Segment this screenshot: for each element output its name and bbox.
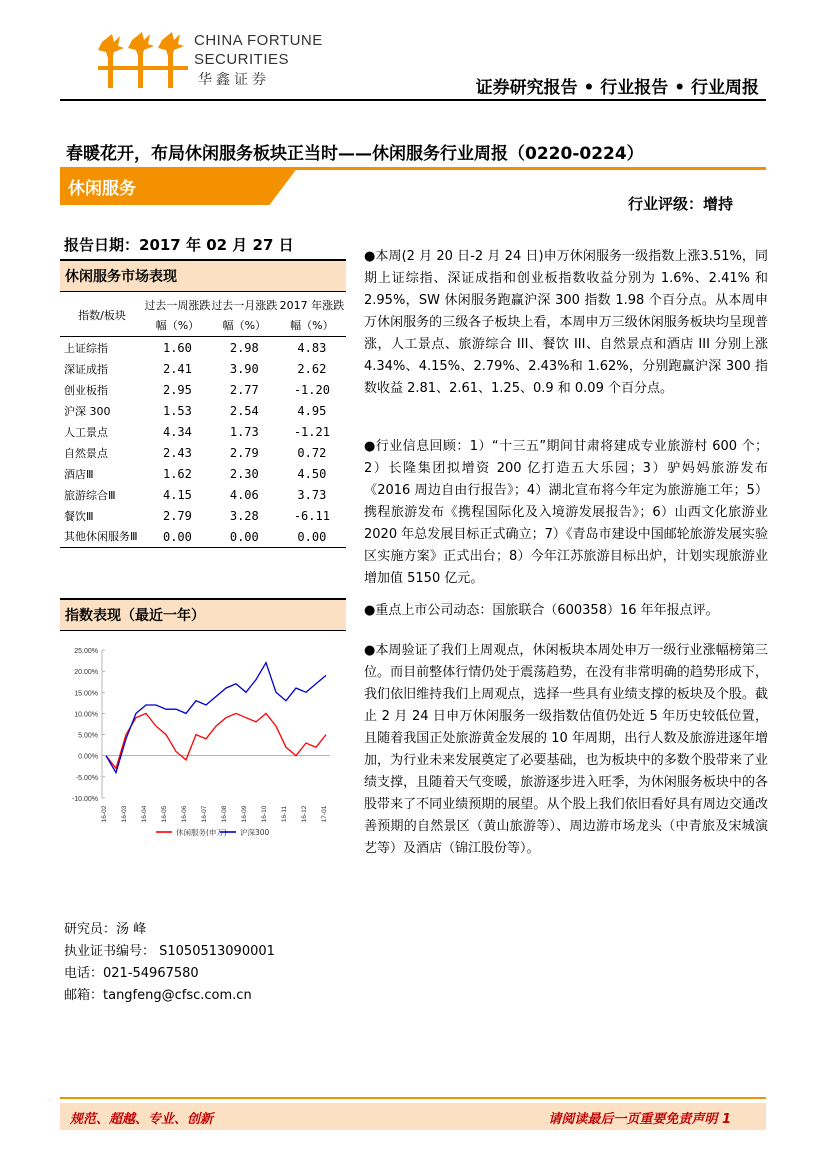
x-tick-label: 16-06 xyxy=(181,805,188,823)
row-year: -1.20 xyxy=(293,382,330,397)
row-year: 4.50 xyxy=(297,466,327,481)
bullet-icon: ● xyxy=(364,439,376,454)
y-tick-label: 10.00% xyxy=(74,711,98,719)
row-name: 人工景点 xyxy=(64,425,108,439)
row-week: 2.43 xyxy=(162,445,192,460)
x-tick-label: 16-03 xyxy=(121,805,128,823)
summary-paragraph xyxy=(364,436,768,590)
industry-rating: 行业评级：增持 xyxy=(627,195,733,213)
y-tick-label: 25.00% xyxy=(74,648,98,655)
col-header-month: 过去一月涨跌幅（%） xyxy=(211,296,278,337)
summary-paragraph xyxy=(364,640,768,860)
row-year: -1.21 xyxy=(293,424,330,439)
row-month: 2.30 xyxy=(229,466,259,481)
row-name: 沪深 300 xyxy=(64,404,111,418)
row-week: 2.79 xyxy=(162,508,192,523)
analyst-name: 研究员：汤 峰 xyxy=(64,922,147,937)
x-tick-label: 16-04 xyxy=(141,805,148,823)
y-tick-label: 15.00% xyxy=(74,690,98,698)
row-month: 2.79 xyxy=(229,445,259,460)
row-name: 深证成指 xyxy=(64,362,108,376)
table-row xyxy=(60,358,346,379)
analyst-phone: 电话：021-54967580 xyxy=(64,966,199,981)
logo-text-en: CHINA FORTUNE xyxy=(194,32,323,49)
table-row xyxy=(60,400,346,421)
x-tick-label: 16-08 xyxy=(221,805,228,823)
table-row xyxy=(60,442,346,463)
market-table-title: 休闲服务市场表现 xyxy=(65,269,177,285)
row-year: 4.83 xyxy=(297,340,327,355)
footer-divider xyxy=(60,1097,766,1099)
row-name: 创业板指 xyxy=(64,383,108,397)
x-tick-label: 16-10 xyxy=(261,805,268,823)
y-tick-label: -5.00% xyxy=(75,774,98,782)
row-year: 3.73 xyxy=(297,487,327,502)
row-name: 旅游综合Ⅲ xyxy=(64,488,116,502)
row-month: 3.28 xyxy=(229,508,259,523)
row-year: 0.72 xyxy=(297,445,327,460)
row-week: 1.53 xyxy=(162,403,192,418)
row-month: 0.00 xyxy=(211,526,278,548)
bullet-icon: ● xyxy=(364,643,376,658)
row-name: 其他休闲服务Ⅲ xyxy=(60,526,144,548)
row-year: -6.11 xyxy=(293,508,330,523)
page-title: 春暖花开，布局休闲服务板块正当时——休闲服务行业周报（0220-0224） xyxy=(66,144,644,164)
market-table xyxy=(60,296,346,548)
summary-paragraph xyxy=(364,600,768,622)
index-chart-title: 指数表现（最近一年） xyxy=(65,608,205,624)
report-series: 证券研究报告 • 行业报告 • 行业周报 xyxy=(475,78,759,98)
row-week: 4.15 xyxy=(162,487,192,502)
row-month: 2.77 xyxy=(229,382,259,397)
col-header-week: 过去一周涨跌幅（%） xyxy=(144,296,211,337)
footer-motto: 规范、超越、专业、创新 xyxy=(70,1112,214,1127)
table-row xyxy=(60,421,346,442)
row-name: 酒店Ⅲ xyxy=(64,467,94,481)
table-row xyxy=(60,526,346,548)
row-year: 4.95 xyxy=(297,403,327,418)
x-tick-label: 16-05 xyxy=(161,805,168,823)
table-row xyxy=(60,484,346,505)
paragraph-text: 本周(2 月 20 日-2 月 24 日)申万休闲服务一级指数上涨3.51%，同期上证综指、深证成指和创业板指数收益分别为 1.6%、2.41% 和 2.95%，SW 休闲服务跑赢沪深 300 指数 1.98 个百分点。从本周申万休闲服务的三级各子板块上看，本周申万三级休闲服务板块均呈现普涨，人工景点、旅游综合 III、餐饮 III、自然景点和酒店 III 分别上涨 4.34%、4.15%、2.79%、2.43%和 1.62%，分别跑赢沪深 300 指数收益 2.81、2.61、1.25、0.9 和 0.09 个百分点。 xyxy=(364,249,768,396)
row-month: 2.98 xyxy=(229,340,259,355)
row-week: 0.00 xyxy=(144,526,211,548)
report-date: 报告日期：2017 年 02 月 27 日 xyxy=(64,236,294,254)
y-tick-label: 5.00% xyxy=(78,732,98,740)
col-header-name: 指数/板块 xyxy=(60,296,144,337)
logo-text-en-2: SECURITIES xyxy=(194,51,290,68)
col-header-year: 2017 年涨跌幅（%） xyxy=(278,296,346,337)
series-line xyxy=(106,713,326,768)
table-row xyxy=(60,463,346,484)
legend-label: 沪深300 xyxy=(240,828,270,837)
table-row xyxy=(60,379,346,400)
row-week: 2.41 xyxy=(162,361,192,376)
header-divider xyxy=(60,99,766,101)
analyst-email: 邮箱：tangfeng@cfsc.com.cn xyxy=(64,988,252,1003)
logo-text-cn: 华鑫证券 xyxy=(198,72,270,88)
analyst-license: 执业证书编号： S1050513090001 xyxy=(64,944,275,959)
industry-name: 休闲服务 xyxy=(68,179,136,199)
paragraph-text: 行业信息回顾：1）“十三五”期间甘肃将建成专业旅游村 600 个；2）长隆集团拟增资 200 亿打造五大乐园；3）驴妈妈旅游发布《2016 周边自由行报告》；4）湖北宣布将今年定为旅游施工年；5）携程旅游发布《携程国际化及入境游发展报告》；6）山西文化旅游业 2020 年总发展目标正式确立；7）《青岛市建设中国邮轮旅游发展实验区实施方案》正式出台；8）今年江苏旅游目标出炉，计划实现旅游业增加值 5150 亿元。 xyxy=(364,439,769,586)
legend-label: 休闲服务(申万) xyxy=(176,828,227,837)
series-line xyxy=(106,663,326,773)
row-week: 4.34 xyxy=(162,424,192,439)
row-month: 2.54 xyxy=(229,403,259,418)
table-row xyxy=(60,505,346,526)
x-tick-label: 16-09 xyxy=(241,805,248,823)
row-month: 3.90 xyxy=(229,361,259,376)
row-week: 1.62 xyxy=(162,466,192,481)
index-chart-heading xyxy=(60,598,346,631)
row-name: 上证综指 xyxy=(64,341,108,355)
x-tick-label: 16-07 xyxy=(201,805,208,823)
x-tick-label: 16-02 xyxy=(101,805,108,823)
row-year: 2.62 xyxy=(297,361,327,376)
y-tick-label: -10.00% xyxy=(71,796,98,803)
paragraph-text: 重点上市公司动态：国旅联合（600358）16 年年报点评。 xyxy=(375,603,719,618)
bullet-icon: ● xyxy=(364,603,376,618)
table-row xyxy=(60,337,346,359)
y-tick-label: 20.00% xyxy=(74,669,98,677)
footer-disclaimer-note: 请阅读最后一页重要免责声明 1 xyxy=(548,1112,731,1127)
row-month: 1.73 xyxy=(229,424,259,439)
row-week: 2.95 xyxy=(162,382,192,397)
row-name: 餐饮Ⅲ xyxy=(64,509,94,523)
row-year: 0.00 xyxy=(278,526,346,548)
x-tick-label: 17-01 xyxy=(321,805,328,823)
company-logo-icon xyxy=(98,30,190,90)
row-month: 4.06 xyxy=(229,487,259,502)
row-name: 自然景点 xyxy=(64,446,108,460)
summary-paragraph xyxy=(364,246,768,400)
index-performance-chart xyxy=(60,640,346,850)
y-tick-label: 0.00% xyxy=(78,753,98,761)
paragraph-text: 本周验证了我们上周观点，休闲板块本周处申万一级行业涨幅榜第三位。而目前整体行情仍处于震荡趋势，在没有非常明确的趋势形成下，我们依旧维持我们上周观点，选择一些具有业绩支撑的板块及个股。截止 2 月 24 日申万休闲服务一级指数估值仍处近 5 年历史较低位置，且随着我国正处旅游黄金发展的 10 年周期，出行人数及旅游进逐年增加，为行业未来发展奠定了必要基础，也为板块中的多数个股带来了业绩支撑，且随着天气变暖，旅游逐步进入旺季，为休闲服务板块中的各股带来了不同业绩预期的展望。从个股上我们依旧看好具有周边交通改善预期的自然景区（黄山旅游等）、周边游市场龙头（中青旅及宋城演艺等）及酒店（锦江股份等）。 xyxy=(364,643,768,856)
row-week: 1.60 xyxy=(162,340,192,355)
market-table-heading xyxy=(60,259,346,292)
x-tick-label: 16-12 xyxy=(301,805,308,823)
bullet-icon: ● xyxy=(364,249,376,264)
x-tick-label: 16-11 xyxy=(281,805,288,823)
